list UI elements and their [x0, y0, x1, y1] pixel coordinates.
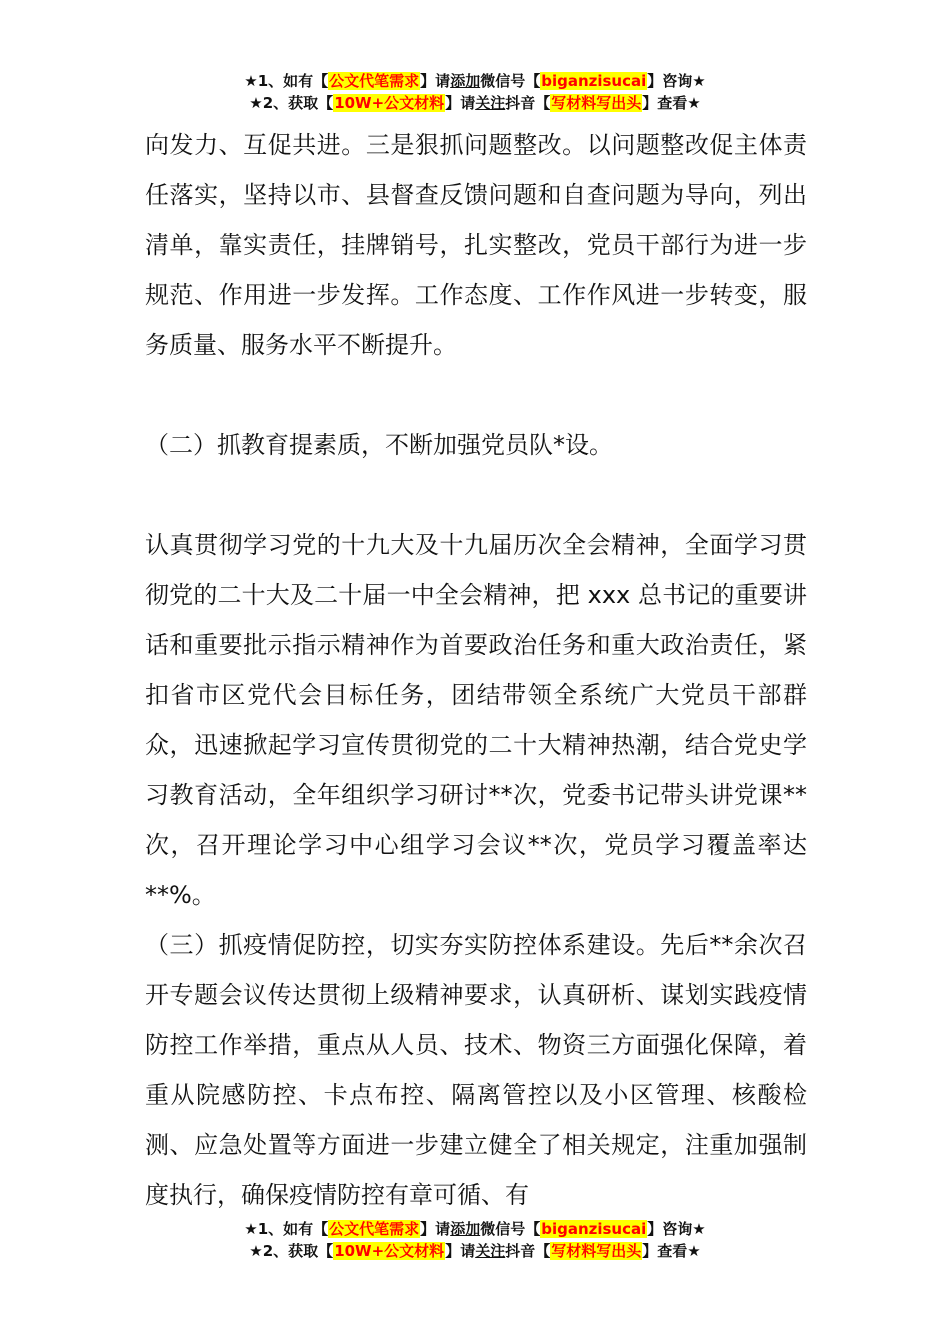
header-line-2 [0, 92, 950, 114]
paragraph-spacer [145, 470, 807, 520]
paragraph-spacer [145, 370, 807, 420]
footer-line-2 [0, 1240, 950, 1262]
highlight-text: 公文代笔需求 [329, 72, 420, 90]
banner-text: 】咨询★ [647, 1220, 706, 1238]
underlined-text: 关注 [475, 94, 506, 112]
banner-text: 微信号【 [480, 72, 541, 90]
banner-text: ★1、如有【 [244, 1220, 329, 1238]
paragraph-1: 向发力、互促共进。三是狠抓问题整改。以问题整改促主体责任落实，坚持以市、县督查反馈问题和自查问题为导向，列出清单，靠实责任，挂牌销号，扎实整改，党员干部行为进一步规范、作用进一步发挥。工作态度、工作作风进一步转变，服务质量、服务水平不断提升。 [145, 131, 807, 359]
header-banner [0, 70, 950, 114]
banner-text: 】查看★ [642, 1242, 701, 1260]
underlined-text: 添加 [450, 1220, 481, 1238]
paragraph-3: （三）抓疫情促防控，切实夯实防控体系建设。先后**余次召开专题会议传达贯彻上级精神要求，认真研析、谋划实践疫情防控工作举措，重点从人员、技术、物资三方面强化保障，着重从院感防控、卡点布控、隔离管控以及小区管理、核酸检测、应急处置等方面进一步建立健全了相关规定，注重加强制度执行，确保疫情防控有章可循、有 [145, 931, 807, 1209]
wechat-id-highlight: biganzisucai [541, 1220, 647, 1238]
paragraph-2: 认真贯彻学习党的十九大及十九届历次全会精神，全面学习贯彻党的二十大及二十届一中全会精神，把 xxx 总书记的重要讲话和重要批示指示精神作为首要政治任务和重大政治责任，紧扣省市区党代会目标任务，团结带领全系统广大党员干部群众，迅速掀起学习宣传贯彻党的二十大精神热潮，结合党史学习教育活动，全年组织学习研讨**次，党委书记带头讲党课**次，召开理论学习中心组学习会议**次，党员学习覆盖率达**%。 [145, 531, 807, 909]
wechat-id-highlight: biganzisucai [541, 72, 647, 90]
banner-text: ★1、如有【 [244, 72, 329, 90]
highlight-text: 公文代笔需求 [329, 1220, 420, 1238]
underlined-text: 添加 [450, 72, 481, 90]
banner-text: 】请 [445, 1242, 476, 1260]
banner-text: 微信号【 [480, 1220, 541, 1238]
underlined-text: 关注 [475, 1242, 506, 1260]
section-heading-2: （二）抓教育提素质，不断加强党员队*设。 [145, 431, 613, 459]
banner-text: ★2、获取【 [249, 1242, 334, 1260]
douyin-id-highlight: 写材料写出头 [551, 1242, 642, 1260]
douyin-id-highlight: 写材料写出头 [551, 94, 642, 112]
banner-text: 】咨询★ [647, 72, 706, 90]
banner-text: 】查看★ [642, 94, 701, 112]
banner-text: 】请 [445, 94, 476, 112]
banner-text: 抖音【 [505, 1242, 551, 1260]
highlight-text: 10W+公文材料 [334, 94, 445, 112]
highlight-text: 10W+公文材料 [334, 1242, 445, 1260]
header-line-1 [0, 70, 950, 92]
document-body [145, 120, 807, 1220]
banner-text: 抖音【 [505, 94, 551, 112]
banner-text: 】请 [420, 72, 451, 90]
footer-line-1 [0, 1218, 950, 1240]
banner-text: 】请 [420, 1220, 451, 1238]
banner-text: ★2、获取【 [249, 94, 334, 112]
footer-banner [0, 1218, 950, 1262]
